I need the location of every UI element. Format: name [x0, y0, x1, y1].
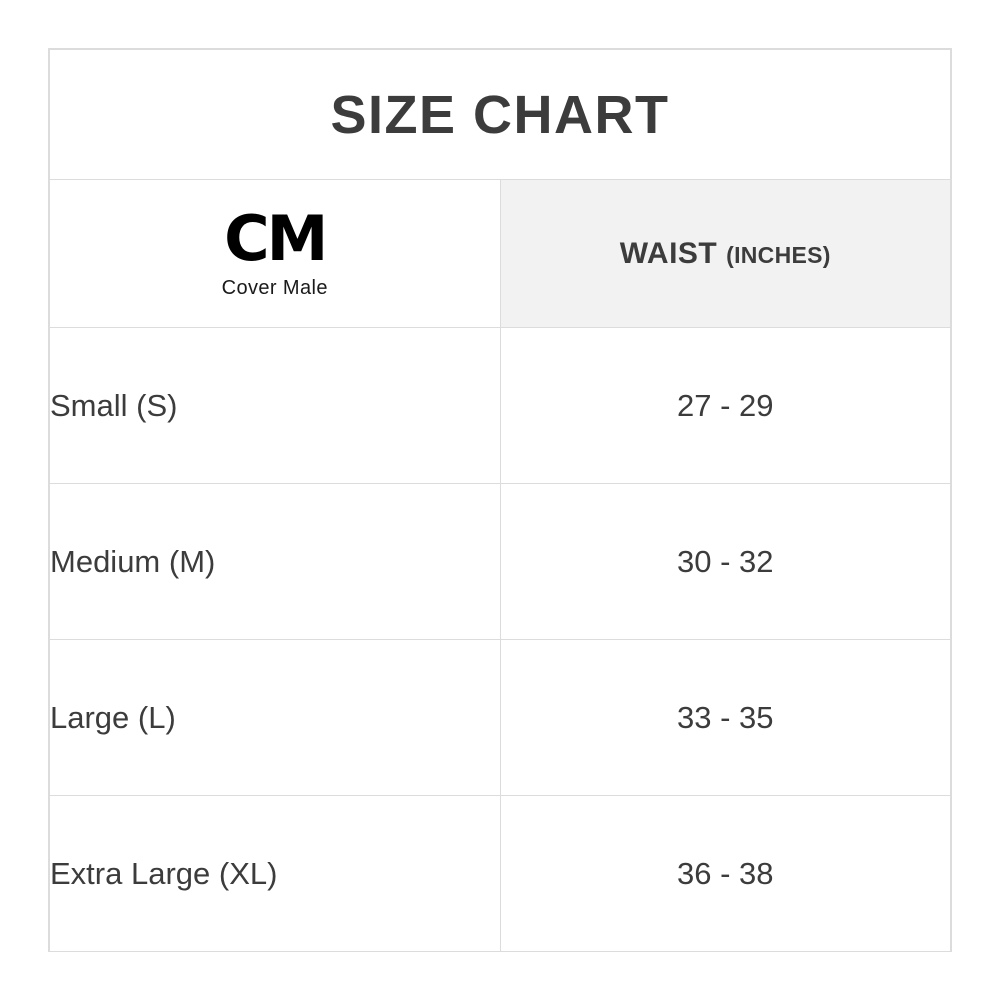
size-name-cell [50, 640, 501, 796]
table-header-row [50, 180, 951, 328]
waist-value: 27 - 29 [676, 387, 774, 423]
waist-value: 36 - 38 [676, 855, 774, 891]
page-title-cell [50, 50, 951, 180]
size-chart-container [48, 48, 952, 952]
brand-logo-cell [50, 180, 501, 328]
waist-value: 33 - 35 [676, 699, 774, 735]
size-chart-table [49, 49, 951, 952]
brand-logo-name: Cover Male [221, 277, 328, 299]
waist-column-header-cell [500, 180, 951, 328]
waist-column-header [620, 237, 831, 270]
size-name-cell [50, 484, 501, 640]
waist-value-cell [500, 484, 951, 640]
table-row [50, 328, 951, 484]
size-name-cell [50, 796, 501, 952]
size-name: Small (S) [50, 387, 178, 423]
size-name: Large (L) [50, 699, 176, 735]
waist-value: 30 - 32 [676, 543, 774, 579]
waist-value-cell [500, 640, 951, 796]
brand-logo [221, 202, 328, 299]
page-title: SIZE CHART [330, 84, 670, 145]
waist-value-cell [500, 328, 951, 484]
table-row [50, 484, 951, 640]
size-name-cell [50, 328, 501, 484]
waist-unit: (INCHES) [726, 241, 831, 268]
table-row [50, 640, 951, 796]
size-name: Medium (M) [50, 543, 216, 579]
waist-label: WAIST [619, 236, 718, 270]
table-row [50, 796, 951, 952]
size-name: Extra Large (XL) [50, 855, 278, 891]
brand-logo-mark: CM [224, 202, 326, 275]
waist-value-cell [500, 796, 951, 952]
title-row [50, 50, 951, 180]
